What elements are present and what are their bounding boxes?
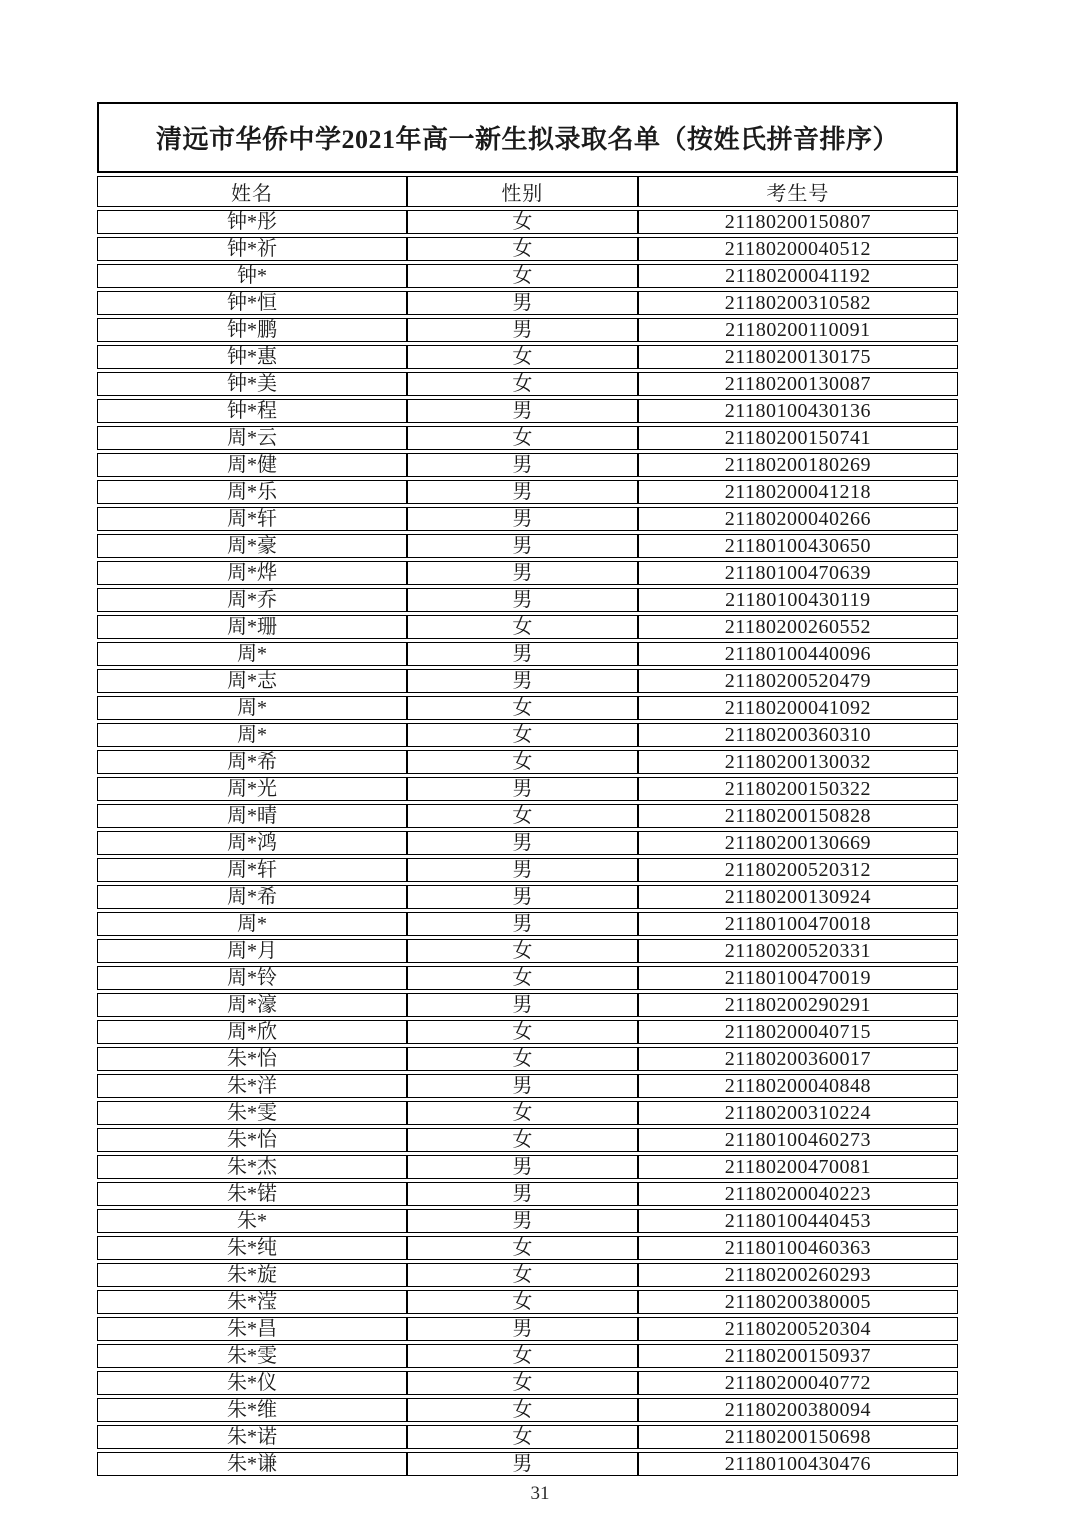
gender-cell: 女 [407, 750, 638, 774]
exam-number-cell: 21180100470018 [638, 912, 958, 936]
student-name-cell: 朱* [97, 1209, 407, 1233]
exam-number-cell: 21180200130175 [638, 345, 958, 369]
exam-number-cell: 21180200130087 [638, 372, 958, 396]
exam-number-cell: 21180200520331 [638, 939, 958, 963]
column-header-gender: 性别 [407, 176, 638, 207]
exam-number-cell: 21180200150937 [638, 1344, 958, 1368]
table-row [97, 777, 958, 801]
student-name-cell: 朱*维 [97, 1398, 407, 1422]
student-name-cell: 朱*雯 [97, 1101, 407, 1125]
gender-cell: 男 [407, 912, 638, 936]
table-row [97, 588, 958, 612]
exam-number-cell: 21180200260293 [638, 1263, 958, 1287]
table-row [97, 507, 958, 531]
student-name-cell: 周*希 [97, 885, 407, 909]
student-name-cell: 朱*昌 [97, 1317, 407, 1341]
table-row [97, 1074, 958, 1098]
table-row [97, 1128, 958, 1152]
table-row [97, 1236, 958, 1260]
gender-cell: 女 [407, 1020, 638, 1044]
header-row [97, 176, 958, 207]
table-row [97, 669, 958, 693]
table-row [97, 1317, 958, 1341]
exam-number-cell: 21180200470081 [638, 1155, 958, 1179]
exam-number-cell: 21180200130924 [638, 885, 958, 909]
table-row [97, 1452, 958, 1476]
table-row [97, 1047, 958, 1071]
gender-cell: 男 [407, 642, 638, 666]
exam-number-cell: 21180100430119 [638, 588, 958, 612]
exam-number-cell: 21180200380005 [638, 1290, 958, 1314]
student-name-cell: 周*乔 [97, 588, 407, 612]
gender-cell: 男 [407, 831, 638, 855]
student-name-cell: 周*珊 [97, 615, 407, 639]
roster-title: 清远市华侨中学2021年高一新生拟录取名单（按姓氏拼音排序） [97, 102, 958, 173]
table-row [97, 939, 958, 963]
student-name-cell: 周*铃 [97, 966, 407, 990]
table-row [97, 1101, 958, 1125]
student-name-cell: 周*希 [97, 750, 407, 774]
exam-number-cell: 21180200041218 [638, 480, 958, 504]
exam-number-cell: 21180100470639 [638, 561, 958, 585]
column-header-exam-number: 考生号 [638, 176, 958, 207]
exam-number-cell: 21180200180269 [638, 453, 958, 477]
exam-number-cell: 21180200150741 [638, 426, 958, 450]
exam-number-cell: 21180100430136 [638, 399, 958, 423]
student-name-cell: 周*欣 [97, 1020, 407, 1044]
table-row [97, 912, 958, 936]
table-row [97, 1155, 958, 1179]
table-row [97, 1020, 958, 1044]
gender-cell: 男 [407, 993, 638, 1017]
gender-cell: 女 [407, 696, 638, 720]
gender-cell: 女 [407, 1236, 638, 1260]
table-row [97, 237, 958, 261]
student-name-cell: 周*濠 [97, 993, 407, 1017]
table-row [97, 831, 958, 855]
table-row [97, 1263, 958, 1287]
gender-cell: 男 [407, 1209, 638, 1233]
student-name-cell: 朱*诺 [97, 1425, 407, 1449]
table-row [97, 750, 958, 774]
gender-cell: 男 [407, 885, 638, 909]
gender-cell: 女 [407, 1371, 638, 1395]
table-row [97, 1398, 958, 1422]
student-name-cell: 钟*美 [97, 372, 407, 396]
student-name-cell: 周*志 [97, 669, 407, 693]
gender-cell: 女 [407, 1128, 638, 1152]
table-row [97, 804, 958, 828]
table-row [97, 858, 958, 882]
gender-cell: 女 [407, 426, 638, 450]
student-name-cell: 朱*雯 [97, 1344, 407, 1368]
student-name-cell: 朱*怡 [97, 1047, 407, 1071]
exam-number-cell: 21180200290291 [638, 993, 958, 1017]
student-name-cell: 钟*程 [97, 399, 407, 423]
gender-cell: 女 [407, 1263, 638, 1287]
exam-number-cell: 21180200130032 [638, 750, 958, 774]
student-name-cell: 朱*锘 [97, 1182, 407, 1206]
exam-number-cell: 21180200150807 [638, 210, 958, 234]
exam-number-cell: 21180200310582 [638, 291, 958, 315]
gender-cell: 男 [407, 480, 638, 504]
gender-cell: 女 [407, 1398, 638, 1422]
gender-cell: 女 [407, 1101, 638, 1125]
table-body [97, 210, 958, 1476]
student-name-cell: 周*云 [97, 426, 407, 450]
table-row [97, 480, 958, 504]
table-row [97, 345, 958, 369]
table-row [97, 372, 958, 396]
document-sheet [97, 102, 958, 1479]
exam-number-cell: 21180100460363 [638, 1236, 958, 1260]
student-name-cell: 钟*彤 [97, 210, 407, 234]
table-row [97, 318, 958, 342]
gender-cell: 女 [407, 1344, 638, 1368]
student-name-cell: 朱*旋 [97, 1263, 407, 1287]
student-name-cell: 周*轩 [97, 507, 407, 531]
gender-cell: 男 [407, 561, 638, 585]
student-name-cell: 周*乐 [97, 480, 407, 504]
exam-number-cell: 21180200150828 [638, 804, 958, 828]
student-name-cell: 周*烨 [97, 561, 407, 585]
table-row [97, 453, 958, 477]
student-name-cell: 周*鸿 [97, 831, 407, 855]
column-header-name: 姓名 [97, 176, 407, 207]
student-name-cell: 朱*杰 [97, 1155, 407, 1179]
gender-cell: 男 [407, 1182, 638, 1206]
student-name-cell: 周* [97, 696, 407, 720]
table-row [97, 1182, 958, 1206]
table-row [97, 615, 958, 639]
table-row [97, 1425, 958, 1449]
student-name-cell: 朱*怡 [97, 1128, 407, 1152]
student-name-cell: 朱*仪 [97, 1371, 407, 1395]
student-name-cell: 钟*惠 [97, 345, 407, 369]
gender-cell: 男 [407, 858, 638, 882]
student-name-cell: 周*健 [97, 453, 407, 477]
exam-number-cell: 21180200041192 [638, 264, 958, 288]
exam-number-cell: 21180200130669 [638, 831, 958, 855]
table-row [97, 1290, 958, 1314]
table-row [97, 885, 958, 909]
gender-cell: 男 [407, 318, 638, 342]
gender-cell: 男 [407, 1452, 638, 1476]
table-row [97, 993, 958, 1017]
table-row [97, 1209, 958, 1233]
gender-cell: 女 [407, 966, 638, 990]
gender-cell: 女 [407, 210, 638, 234]
gender-cell: 女 [407, 264, 638, 288]
exam-number-cell: 21180200260552 [638, 615, 958, 639]
gender-cell: 女 [407, 345, 638, 369]
gender-cell: 男 [407, 588, 638, 612]
gender-cell: 女 [407, 804, 638, 828]
exam-number-cell: 21180200520312 [638, 858, 958, 882]
exam-number-cell: 21180200520304 [638, 1317, 958, 1341]
student-name-cell: 朱*谦 [97, 1452, 407, 1476]
gender-cell: 男 [407, 534, 638, 558]
exam-number-cell: 21180200040715 [638, 1020, 958, 1044]
table-row [97, 1371, 958, 1395]
table-row [97, 264, 958, 288]
student-name-cell: 朱*纯 [97, 1236, 407, 1260]
gender-cell: 女 [407, 237, 638, 261]
admission-roster-table [97, 173, 958, 1479]
page-number: 31 [530, 1483, 550, 1504]
table-row [97, 210, 958, 234]
gender-cell: 男 [407, 777, 638, 801]
gender-cell: 女 [407, 1425, 638, 1449]
exam-number-cell: 21180200360310 [638, 723, 958, 747]
exam-number-cell: 21180200150698 [638, 1425, 958, 1449]
table-row [97, 426, 958, 450]
student-name-cell: 周*豪 [97, 534, 407, 558]
gender-cell: 男 [407, 669, 638, 693]
table-header [97, 176, 958, 207]
exam-number-cell: 21180200040848 [638, 1074, 958, 1098]
exam-number-cell: 21180200041092 [638, 696, 958, 720]
gender-cell: 男 [407, 1074, 638, 1098]
student-name-cell: 钟*祈 [97, 237, 407, 261]
exam-number-cell: 21180100440096 [638, 642, 958, 666]
gender-cell: 男 [407, 507, 638, 531]
table-row [97, 642, 958, 666]
table-row [97, 561, 958, 585]
exam-number-cell: 21180200310224 [638, 1101, 958, 1125]
student-name-cell: 周*月 [97, 939, 407, 963]
exam-number-cell: 21180200380094 [638, 1398, 958, 1422]
gender-cell: 女 [407, 615, 638, 639]
student-name-cell: 周* [97, 642, 407, 666]
table-row [97, 291, 958, 315]
gender-cell: 女 [407, 372, 638, 396]
gender-cell: 女 [407, 1047, 638, 1071]
student-name-cell: 钟* [97, 264, 407, 288]
exam-number-cell: 21180200110091 [638, 318, 958, 342]
student-name-cell: 钟*鹏 [97, 318, 407, 342]
table-row [97, 723, 958, 747]
exam-number-cell: 21180200360017 [638, 1047, 958, 1071]
student-name-cell: 周*晴 [97, 804, 407, 828]
exam-number-cell: 21180200150322 [638, 777, 958, 801]
student-name-cell: 周* [97, 723, 407, 747]
student-name-cell: 周*轩 [97, 858, 407, 882]
gender-cell: 女 [407, 723, 638, 747]
exam-number-cell: 21180100430650 [638, 534, 958, 558]
table-row [97, 534, 958, 558]
gender-cell: 女 [407, 1290, 638, 1314]
table-row [97, 1344, 958, 1368]
gender-cell: 男 [407, 291, 638, 315]
student-name-cell: 周*光 [97, 777, 407, 801]
exam-number-cell: 21180100430476 [638, 1452, 958, 1476]
table-row [97, 966, 958, 990]
exam-number-cell: 21180200040512 [638, 237, 958, 261]
gender-cell: 女 [407, 939, 638, 963]
student-name-cell: 周* [97, 912, 407, 936]
exam-number-cell: 21180200040772 [638, 1371, 958, 1395]
exam-number-cell: 21180100440453 [638, 1209, 958, 1233]
exam-number-cell: 21180100460273 [638, 1128, 958, 1152]
table-row [97, 399, 958, 423]
gender-cell: 男 [407, 399, 638, 423]
table-row [97, 696, 958, 720]
student-name-cell: 钟*恒 [97, 291, 407, 315]
gender-cell: 男 [407, 1317, 638, 1341]
exam-number-cell: 21180200040223 [638, 1182, 958, 1206]
student-name-cell: 朱*洋 [97, 1074, 407, 1098]
gender-cell: 男 [407, 1155, 638, 1179]
exam-number-cell: 21180100470019 [638, 966, 958, 990]
gender-cell: 男 [407, 453, 638, 477]
exam-number-cell: 21180200040266 [638, 507, 958, 531]
student-name-cell: 朱*滢 [97, 1290, 407, 1314]
exam-number-cell: 21180200520479 [638, 669, 958, 693]
